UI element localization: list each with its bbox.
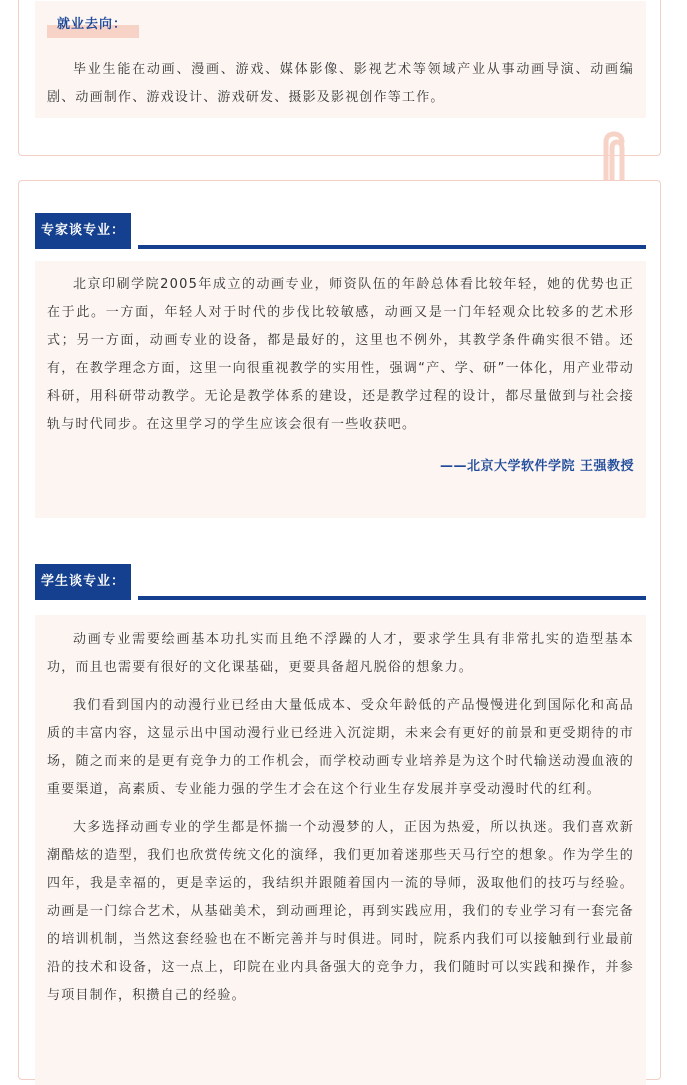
expert-signature: ——北京大学软件学院 王强教授 bbox=[439, 459, 634, 474]
student-divider bbox=[138, 596, 646, 600]
student-paragraph: 大多选择动画专业的学生都是怀揣一个动漫梦的人，正因为热爱，所以执迷。我们喜欢新潮酷炫的造型，我们也欣赏传统文化的演绎，我们更加着迷那些天马行空的想象。作为学生的四年，我是幸福的，更是幸运的，我结织并跟随着国内一流的导师，汲取他们的技巧与经验。动画是一门综合艺术，从基础美术，到动画理论，再到实践应用，我们的专业学习有一套完备的培训机制，当然这套经验也在不断完善并与时俱进。同时，院系内我们可以接触到行业最前沿的技术和设备，这一点上，印院在业内具备强大的竞争力，我们随时可以实践和操作，并参与项目制作，积攒自己的经验。 bbox=[47, 820, 634, 1003]
expert-panel bbox=[35, 261, 646, 518]
student-panel bbox=[35, 615, 646, 1085]
student-paragraph: 动画专业需要绘画基本功扎实而且绝不浮躁的人才，要求学生具有非常扎实的造型基本功，而且也需要有很好的文化课基础，更要具备超凡脱俗的想象力。 bbox=[47, 632, 634, 675]
student-paragraph: 我们看到国内的动漫行业已经由大量低成本、受众年龄低的产品慢慢进化到国际化和高品质的丰富内容，这显示出中国动漫行业已经进入沉淀期，未来会有更好的前景和更受期待的市场，随之而来的是更有竞争力的工作机会，而学校动画专业培养是为这个时代输送动漫血液的重要渠道，高素质、专业能力强的学生才会在这个行业生存发展并享受动漫时代的红利。 bbox=[47, 698, 634, 797]
career-text: 毕业生能在动画、漫画、游戏、媒体影像、影视艺术等领域产业从事动画导演、动画编剧、动画制作、游戏设计、游戏研发、摄影及影视创作等工作。 bbox=[47, 62, 634, 105]
student-section-header bbox=[35, 564, 646, 600]
student-title: 学生谈专业： bbox=[35, 564, 131, 600]
expert-divider bbox=[138, 245, 646, 249]
expert-text: 北京印刷学院2005年成立的动画专业，师资队伍的年龄总体看比较年轻，她的优势也正在于此。一方面，年轻人对于时代的步伐比较敏感，动画又是一门年轻观众比较多的艺术形式；另一方面，动画专业的设备，都是最好的，这里也不例外，其教学条件确实很不错。还有，在教学理念方面，这里一向很重视教学的实用性，强调“产、学、研”一体化，用产业带动科研，用科研带动教学。无论是教学体系的建设，还是教学过程的设计，都尽量做到与社会接轨与时代同步。在这里学习的学生应该会很有一些收获吧。 bbox=[47, 277, 634, 432]
expert-section-header bbox=[35, 213, 646, 249]
career-card bbox=[18, 0, 661, 156]
expert-title: 专家谈专业： bbox=[35, 213, 131, 249]
main-card bbox=[18, 180, 661, 1080]
career-title: 就业去向： bbox=[47, 9, 139, 38]
career-panel bbox=[35, 1, 646, 118]
